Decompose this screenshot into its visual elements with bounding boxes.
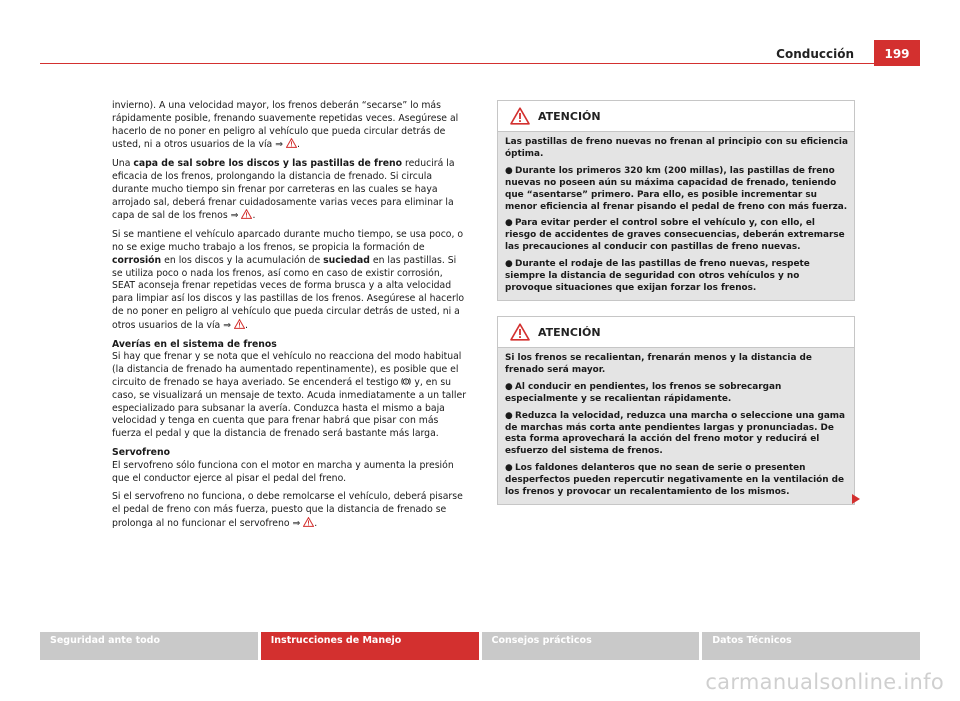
warning-triangle-icon	[510, 323, 530, 341]
paragraph-corrosion: Si se mantiene el vehículo aparcado durante mucho tiempo, se usa poco, o no se exige mucho trabajo a los frenos, se propicia la formación de corrosión en los discos y la acumulación de suciedad en las pastillas. Si se utiliza poco o nada los frenos, así como en caso de existir corrosión, SEAT aconseja frenar repetidas veces de forma brusca y a alta velocidad para limpiar así los discos y las pastillas de los frenos. Asegúrese al hacerlo de no poner en peligro al vehículo que pueda circular detrás de usted, ni a otros usuarios de la vía ⇒ .	[112, 229, 465, 331]
warning-triangle-icon	[510, 107, 530, 125]
reference-arrow: ⇒	[292, 517, 301, 529]
paragraph-servofreno-2: Si el servofreno no funciona, o debe remolcarse el vehículo, deberá pisarse el pedal de freno con más fuerza, puesto que la distancia de frenado se prolonga al no funcionar el servofreno ⇒ .	[112, 491, 463, 529]
continue-arrow-icon[interactable]	[852, 494, 860, 504]
paragraph-brake-failure: Si hay que frenar y se nota que el vehículo no reacciona del modo habitual (la distancia de frenado ha aumentado repentinamente), es posible que el circuito de frenado se haya averiado. Se encenderá el testigo y, en su caso, se visualizará un mensaje de texto. Acuda inmediatamente a un taller especializado para subsanar la avería. Conduzca hasta el mismo a baja velocidad y tenga en cuenta que para frenar habrá que pisar con más fuerza el pedal y que la distancia de frenado será bastante más larga.	[112, 351, 467, 440]
brake-warning-lamp-icon	[401, 377, 411, 386]
tab-consejos[interactable]: Consejos prácticos	[482, 632, 700, 660]
warning-bullet: ● Reduzca la velocidad, reduzca una marcha o seleccione una gama de marchas más corta ante pendientes largas y pronunciadas. De esta forma aprovechará la acción del freno motor y reducirá el esfuerzo del sistema de frenos.	[505, 410, 846, 457]
warning-intro: Las pastillas de freno nuevas no frenan al principio con su eficiencia óptima.	[505, 137, 848, 159]
warning-intro: Si los frenos se recalientan, frenarán menos y la distancia de frenado será mayor.	[505, 353, 812, 375]
warning-bullet: ● Durante los primeros 320 km (200 millas), las pastillas de freno nuevas no poseen aún su máxima capacidad de frenado, teniendo que “asentarse” primero. Para ello, es posible incrementar su menor eficiencia al frenar pisando el pedal de freno con más fuerza.	[505, 165, 848, 212]
warning-bullet: ● Al conducir en pendientes, los frenos se sobrecargan especialmente y se recalientan rápidamente.	[505, 381, 782, 404]
paragraph-salt-layer: Una capa de sal sobre los discos y las pastillas de freno reducirá la eficacia de los frenos, prolongando la distancia de frenado. Si circula durante mucho tiempo sin frenar por carreteras en las cuales se haya arrojado sal, deberá frenar cuidadosamente varias veces para eliminar la capa de sal de los frenos ⇒ .	[112, 158, 455, 222]
tab-seguridad[interactable]: Seguridad ante todo	[40, 632, 258, 660]
page-number: 199	[874, 40, 920, 66]
warning-triangle-icon[interactable]	[234, 319, 245, 329]
paragraph-servofreno-1: El servofreno sólo funciona con el motor en marcha y aumenta la presión que el conductor ejerce al pisar el pedal del freno.	[112, 459, 454, 484]
warning-title: ATENCIÓN	[538, 326, 601, 339]
warning-box-body	[498, 348, 854, 504]
tab-datos-tecnicos[interactable]: Datos Técnicos	[702, 632, 920, 660]
page-header	[40, 40, 920, 66]
header-rule	[40, 63, 874, 64]
warning-bullet: ● Para evitar perder el control sobre el vehículo y, con ello, el riesgo de accidentes de graves consecuencias, deberán extremarse las precauciones al conducir con pastillas de freno nuevas.	[505, 218, 845, 253]
reference-arrow: ⇒	[230, 210, 239, 222]
left-column	[112, 100, 468, 531]
subheading-brake-failure: Averías en el sistema de frenos	[112, 338, 277, 350]
warning-box-body	[498, 132, 854, 300]
watermark: carmanualsonline.info	[705, 670, 944, 694]
warning-box-new-pads	[497, 100, 855, 301]
paragraph-winter-braking: invierno). A una velocidad mayor, los frenos deberán “secarse” lo más rápidamente posible, frenando suavemente repetidas veces. Asegúrese al hacerlo de no poner en peligro al vehículo que pueda circular detrás de usted, ni a otros usuarios de la vía ⇒ .	[112, 100, 459, 151]
warning-triangle-icon[interactable]	[286, 138, 297, 148]
warning-triangle-icon[interactable]	[303, 517, 314, 527]
reference-arrow: ⇒	[223, 319, 232, 331]
reference-arrow: ⇒	[275, 139, 284, 151]
warning-bullet: ● Durante el rodaje de las pastillas de freno nuevas, respete siempre la distancia de seguridad con otros vehículos y no provoque situaciones que exijan forzar los frenos.	[505, 259, 810, 293]
warning-box-header	[498, 317, 854, 348]
warning-box-overheating	[497, 316, 855, 505]
subheading-servofreno: Servofreno	[112, 446, 170, 458]
warning-bullet: ● Los faldones delanteros que no sean de serie o presenten desperfectos pueden repercutir negativamente en la ventilación de los frenos y provocar un recalentamiento de los mismos.	[505, 463, 845, 498]
tab-instrucciones[interactable]: Instrucciones de Manejo	[261, 632, 479, 660]
warning-box-header	[498, 101, 854, 132]
footer-navigation	[40, 632, 920, 660]
warning-triangle-icon[interactable]	[241, 209, 252, 219]
page-title: Conducción	[776, 47, 854, 61]
warning-title: ATENCIÓN	[538, 110, 601, 123]
